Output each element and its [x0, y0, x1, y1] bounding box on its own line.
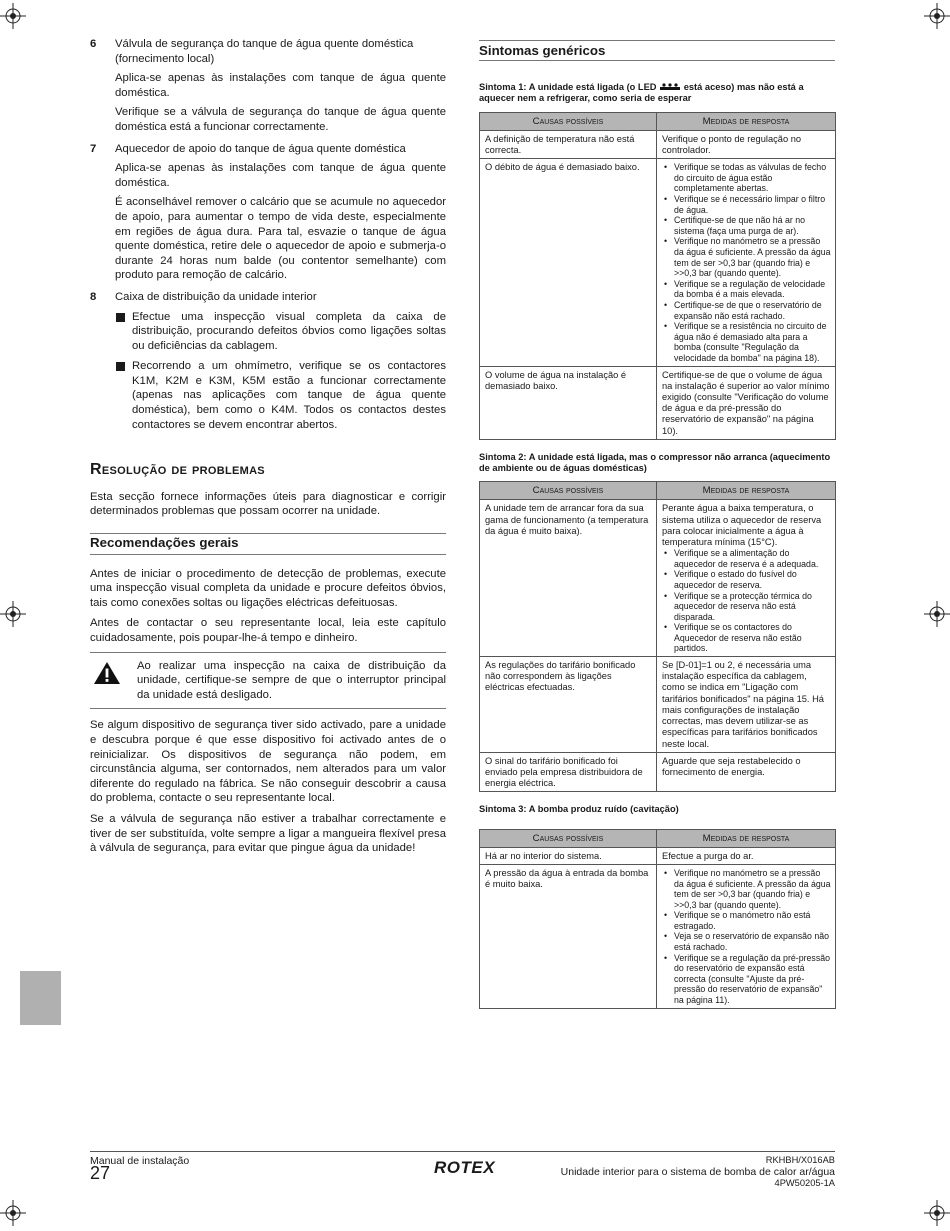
symptom-table	[479, 829, 836, 1009]
measure-cell	[657, 159, 836, 366]
measure-cell	[657, 752, 836, 792]
maintenance-item-8	[90, 290, 446, 432]
maintenance-item-7	[90, 142, 446, 283]
section-heading: Sintomas genéricos	[479, 40, 835, 61]
list-item: • Certifique-se de que não há ar no sistema (faça uma purga de ar).	[674, 215, 831, 236]
item-number: 6	[90, 38, 97, 50]
symptom-title	[479, 82, 835, 104]
item-text: Verifique se a válvula de segurança do tanque de água quente doméstica está a funcionar correctamente.	[115, 106, 446, 133]
square-bullet-icon	[116, 313, 125, 322]
measure-list	[662, 868, 831, 1006]
table-header-row	[480, 482, 836, 500]
footer-document-info	[561, 1155, 835, 1190]
item-text: É aconselhável remover o calcário que se acumule no aquecedor de apoio, para aumentar o tempo de vida deste, especialmente em regiões de água dura. Para tal, esvazie o tanque de água quente doméstica, retire dele o aquecedor de apoio e submerja-o durante 24 horas num balde (ou contentor semelhante) com produto para remoção de calcário.	[115, 196, 446, 282]
registration-mark-icon	[924, 601, 950, 627]
list-item: • Verifique se a regulação de velocidade da bomba é a mais elevada.	[674, 279, 831, 300]
measure-cell	[657, 366, 836, 439]
table-row	[480, 864, 836, 1008]
cause-cell: O volume de água na instalação é demasiado baixo.	[480, 366, 657, 439]
item-title: Caixa de distribuição da unidade interior	[115, 290, 317, 303]
column-header-causes: Causas possíveis	[480, 829, 657, 847]
chapter-heading: Resolução de problemas	[90, 461, 265, 479]
symptom-title-part: Sintoma 1: A unidade está ligada (o LED	[479, 82, 657, 93]
maintenance-item-6	[90, 37, 446, 135]
list-item: • Verifique se a regulação da pré-pressão do reservatório de expansão está correcta (consulte "Ajuste da pré-pressão do reservatório de expansão" na página 11).	[674, 953, 831, 1006]
measure-cell	[657, 500, 836, 657]
footer-model: RKHBH/X016AB	[765, 1155, 835, 1165]
measure-cell	[657, 130, 836, 158]
footer-rule	[90, 1151, 835, 1152]
cause-cell: O sinal do tarifário bonificado foi enviado pela empresa distribuidora de energia eléctrica.	[480, 752, 657, 792]
measure-cell	[657, 657, 836, 753]
list-item: • Certifique-se de que o reservatório de expansão não está rachado.	[674, 300, 831, 321]
square-bullet-item	[115, 359, 446, 432]
footer-manual-name: Manual de instalação	[90, 1155, 190, 1167]
symptom-table	[479, 112, 836, 440]
measure-cell	[657, 864, 836, 1008]
measure-text: Certifique-se de que o volume de água na instalação é superior ao valor mínimo exigido (consulte "Verificação do volume de água e da pré-pressão do reservatório de expansão" na página 10).	[662, 369, 830, 436]
chapter-tab	[20, 971, 61, 1025]
registration-mark-icon	[924, 3, 950, 29]
list-item: • Verifique se é necessário limpar o filtro de água.	[674, 194, 831, 215]
paragraph: Antes de iniciar o procedimento de detecção de problemas, execute uma inspecção visual completa da unidade e procure defeitos óbvios, tais como conexões soltas ou ligações eléctricas defeituosas.	[90, 567, 446, 609]
table-header-row	[480, 112, 836, 130]
section-heading: Recomendações gerais	[90, 533, 446, 555]
list-item: • Verifique se a protecção térmica do aquecedor de reserva não está disparada.	[674, 591, 831, 623]
table-row	[480, 752, 836, 792]
registration-mark-icon	[0, 3, 26, 29]
brand-logo: ROTEX	[434, 1158, 496, 1177]
footer-code: 4PW50205-1A	[774, 1178, 835, 1188]
symptom-title: Sintoma 3: A bomba produz ruído (cavitação)	[479, 804, 679, 815]
symptom-title-part: está aceso) mas não está a aquecer nem a refrigerar, como seria de esperar	[479, 82, 804, 104]
symptom-title: Sintoma 2: A unidade está ligada, mas o compressor não arranca (aquecimento de ambiente ou de águas domésticas)	[479, 451, 831, 473]
item-title: Válvula de segurança do tanque de água quente doméstica (fornecimento local)	[115, 38, 414, 65]
list-item: • Verifique se o manómetro não está estragado.	[674, 910, 831, 931]
table-row	[480, 159, 836, 366]
right-column	[479, 37, 835, 1021]
registration-mark-icon	[924, 1200, 950, 1226]
cause-cell: A definição de temperatura não está correcta.	[480, 130, 657, 158]
list-item: • Verifique no manómetro se a pressão da água é suficiente. A pressão da água tem de ser >0,3 bar (quando fria) e >>0,3 bar (quando quente).	[674, 236, 831, 278]
cause-cell: O débito de água é demasiado baixo.	[480, 159, 657, 366]
measure-list	[662, 548, 831, 654]
measure-text: Verifique o ponto de regulação no controlador.	[662, 133, 802, 156]
cause-cell: Há ar no interior do sistema.	[480, 847, 657, 864]
table-row	[480, 657, 836, 753]
cause-cell: A pressão da água à entrada da bomba é muito baixa.	[480, 864, 657, 1008]
registration-mark-icon	[0, 601, 26, 627]
list-item: • Verifique o estado do fusível do aquecedor de reserva.	[674, 569, 831, 590]
bullet-text: Efectue uma inspecção visual completa da caixa de distribuição, procurando defeitos óbvios como ligações soltas ou deficiências da cablagem.	[132, 310, 446, 352]
cause-cell: A unidade tem de arrancar fora da sua gama de funcionamento (a temperatura da água é muito baixa).	[480, 500, 657, 657]
table-header-row	[480, 829, 836, 847]
measure-text: Se [D-01]=1 ou 2, é necessária uma instalação específica da cablagem, como se indica em "Ligação com tarifários bonificados" na página 15. Há mais configurações de instalação correctas, mas devem utilizar-se as específicas para tarifários bonificados neste local.	[662, 660, 824, 749]
measure-text: Aguarde que seja restabelecido o fornecimento de energia.	[662, 755, 801, 777]
item-number: 7	[90, 142, 97, 155]
list-item: • Verifique no manómetro se a pressão da água é suficiente. A pressão da água tem de ser >0,3 bar (quando fria) e >>0,3 bar (quando quente).	[674, 868, 831, 910]
cause-cell: As regulações do tarifário bonificado não correspondem às ligações eléctricas efectuadas.	[480, 657, 657, 753]
table-row	[480, 500, 836, 657]
measure-text: Efectue a purga do ar.	[662, 850, 754, 861]
registration-mark-icon	[0, 1200, 26, 1226]
page-number: 27	[90, 1163, 111, 1183]
square-bullet-icon	[116, 362, 125, 371]
column-header-causes: Causas possíveis	[480, 482, 657, 500]
column-header-measures: Medidas de resposta	[657, 829, 836, 847]
footer-description: Unidade interior para o sistema de bomba de calor ar/água	[560, 1165, 835, 1178]
table-row	[480, 130, 836, 158]
item-text: Aplica-se apenas às instalações com tanque de água quente doméstica.	[115, 162, 446, 189]
warning-text: Ao realizar uma inspecção na caixa de distribuição da unidade, certifique-se sempre de que o interruptor principal da unidade está desligado.	[137, 659, 446, 701]
column-header-causes: Causas possíveis	[480, 112, 657, 130]
item-number: 8	[90, 290, 97, 303]
column-header-measures: Medidas de resposta	[657, 482, 836, 500]
list-item: • Verifique se a alimentação do aquecedor de reserva é a adequada.	[674, 548, 831, 569]
table-row	[480, 847, 836, 864]
list-item: • Veja se o reservatório de expansão não está rachado.	[674, 931, 831, 952]
warning-box	[90, 652, 446, 710]
list-item: • Verifique se todas as válvulas de fecho do circuito de água estão completamente abertas.	[674, 162, 831, 194]
bullet-text: Recorrendo a um ohmímetro, verifique se os contactores K1M, K2M e K3M, K5M estão a funcionar correctamente (apenas nas aplicações com tanque de água quente doméstica), bem como o K4M. Todos os contactos destes contactores se devem encontrar abertos.	[132, 360, 446, 431]
paragraph: Se algum dispositivo de segurança tiver sido activado, pare a unidade e descubra porque é que esse dispositivo foi activado antes de o reinicializar. Os dispositivos de segurança não podem, em circunstância alguma, ser contornados, nem alterados para um valor diferente do regulado na fábrica. Se não conseguir descobrir a causa do problema, contacte o seu representante local.	[90, 719, 446, 805]
column-header-measures: Medidas de resposta	[657, 112, 836, 130]
list-item: • Verifique se a resistência no circuito de água não é demasiado alta para a bomba (consulte "Regulação da velocidade da bomba" na página 18).	[674, 321, 831, 363]
measure-cell	[657, 847, 836, 864]
warning-triangle-icon	[93, 661, 121, 685]
chapter-intro: Esta secção fornece informações úteis para diagnosticar e corrigir determinados problemas que possam ocorrer na unidade.	[90, 490, 446, 518]
symptom-table	[479, 481, 836, 792]
led-indicator-icon	[659, 82, 681, 91]
paragraph: Antes de contactar o seu representante local, leia este capítulo cuidadosamente, pois poupar-lhe-á tempo e dinheiro.	[90, 617, 446, 644]
item-title: Aquecedor de apoio do tanque de água quente doméstica	[115, 142, 406, 155]
item-text: Aplica-se apenas às instalações com tanque de água quente doméstica.	[115, 72, 446, 99]
measure-list	[662, 162, 831, 363]
square-bullet-item	[115, 310, 446, 354]
list-item: • Verifique se os contactores do Aquecedor de reserva não estão partidos.	[674, 622, 831, 654]
measure-text: Perante água a baixa temperatura, o sistema utiliza o aquecedor de reserva para colocar inicialmente a água à temperatura mínima (15°C).	[662, 503, 822, 547]
paragraph: Se a válvula de segurança não estiver a trabalhar correctamente e tiver de ser substituída, volte sempre a ligar a mangueira flexível presa à válvula de segurança, para evitar que pingue água da unidade!	[90, 812, 446, 855]
left-column	[90, 37, 446, 862]
table-row	[480, 366, 836, 439]
